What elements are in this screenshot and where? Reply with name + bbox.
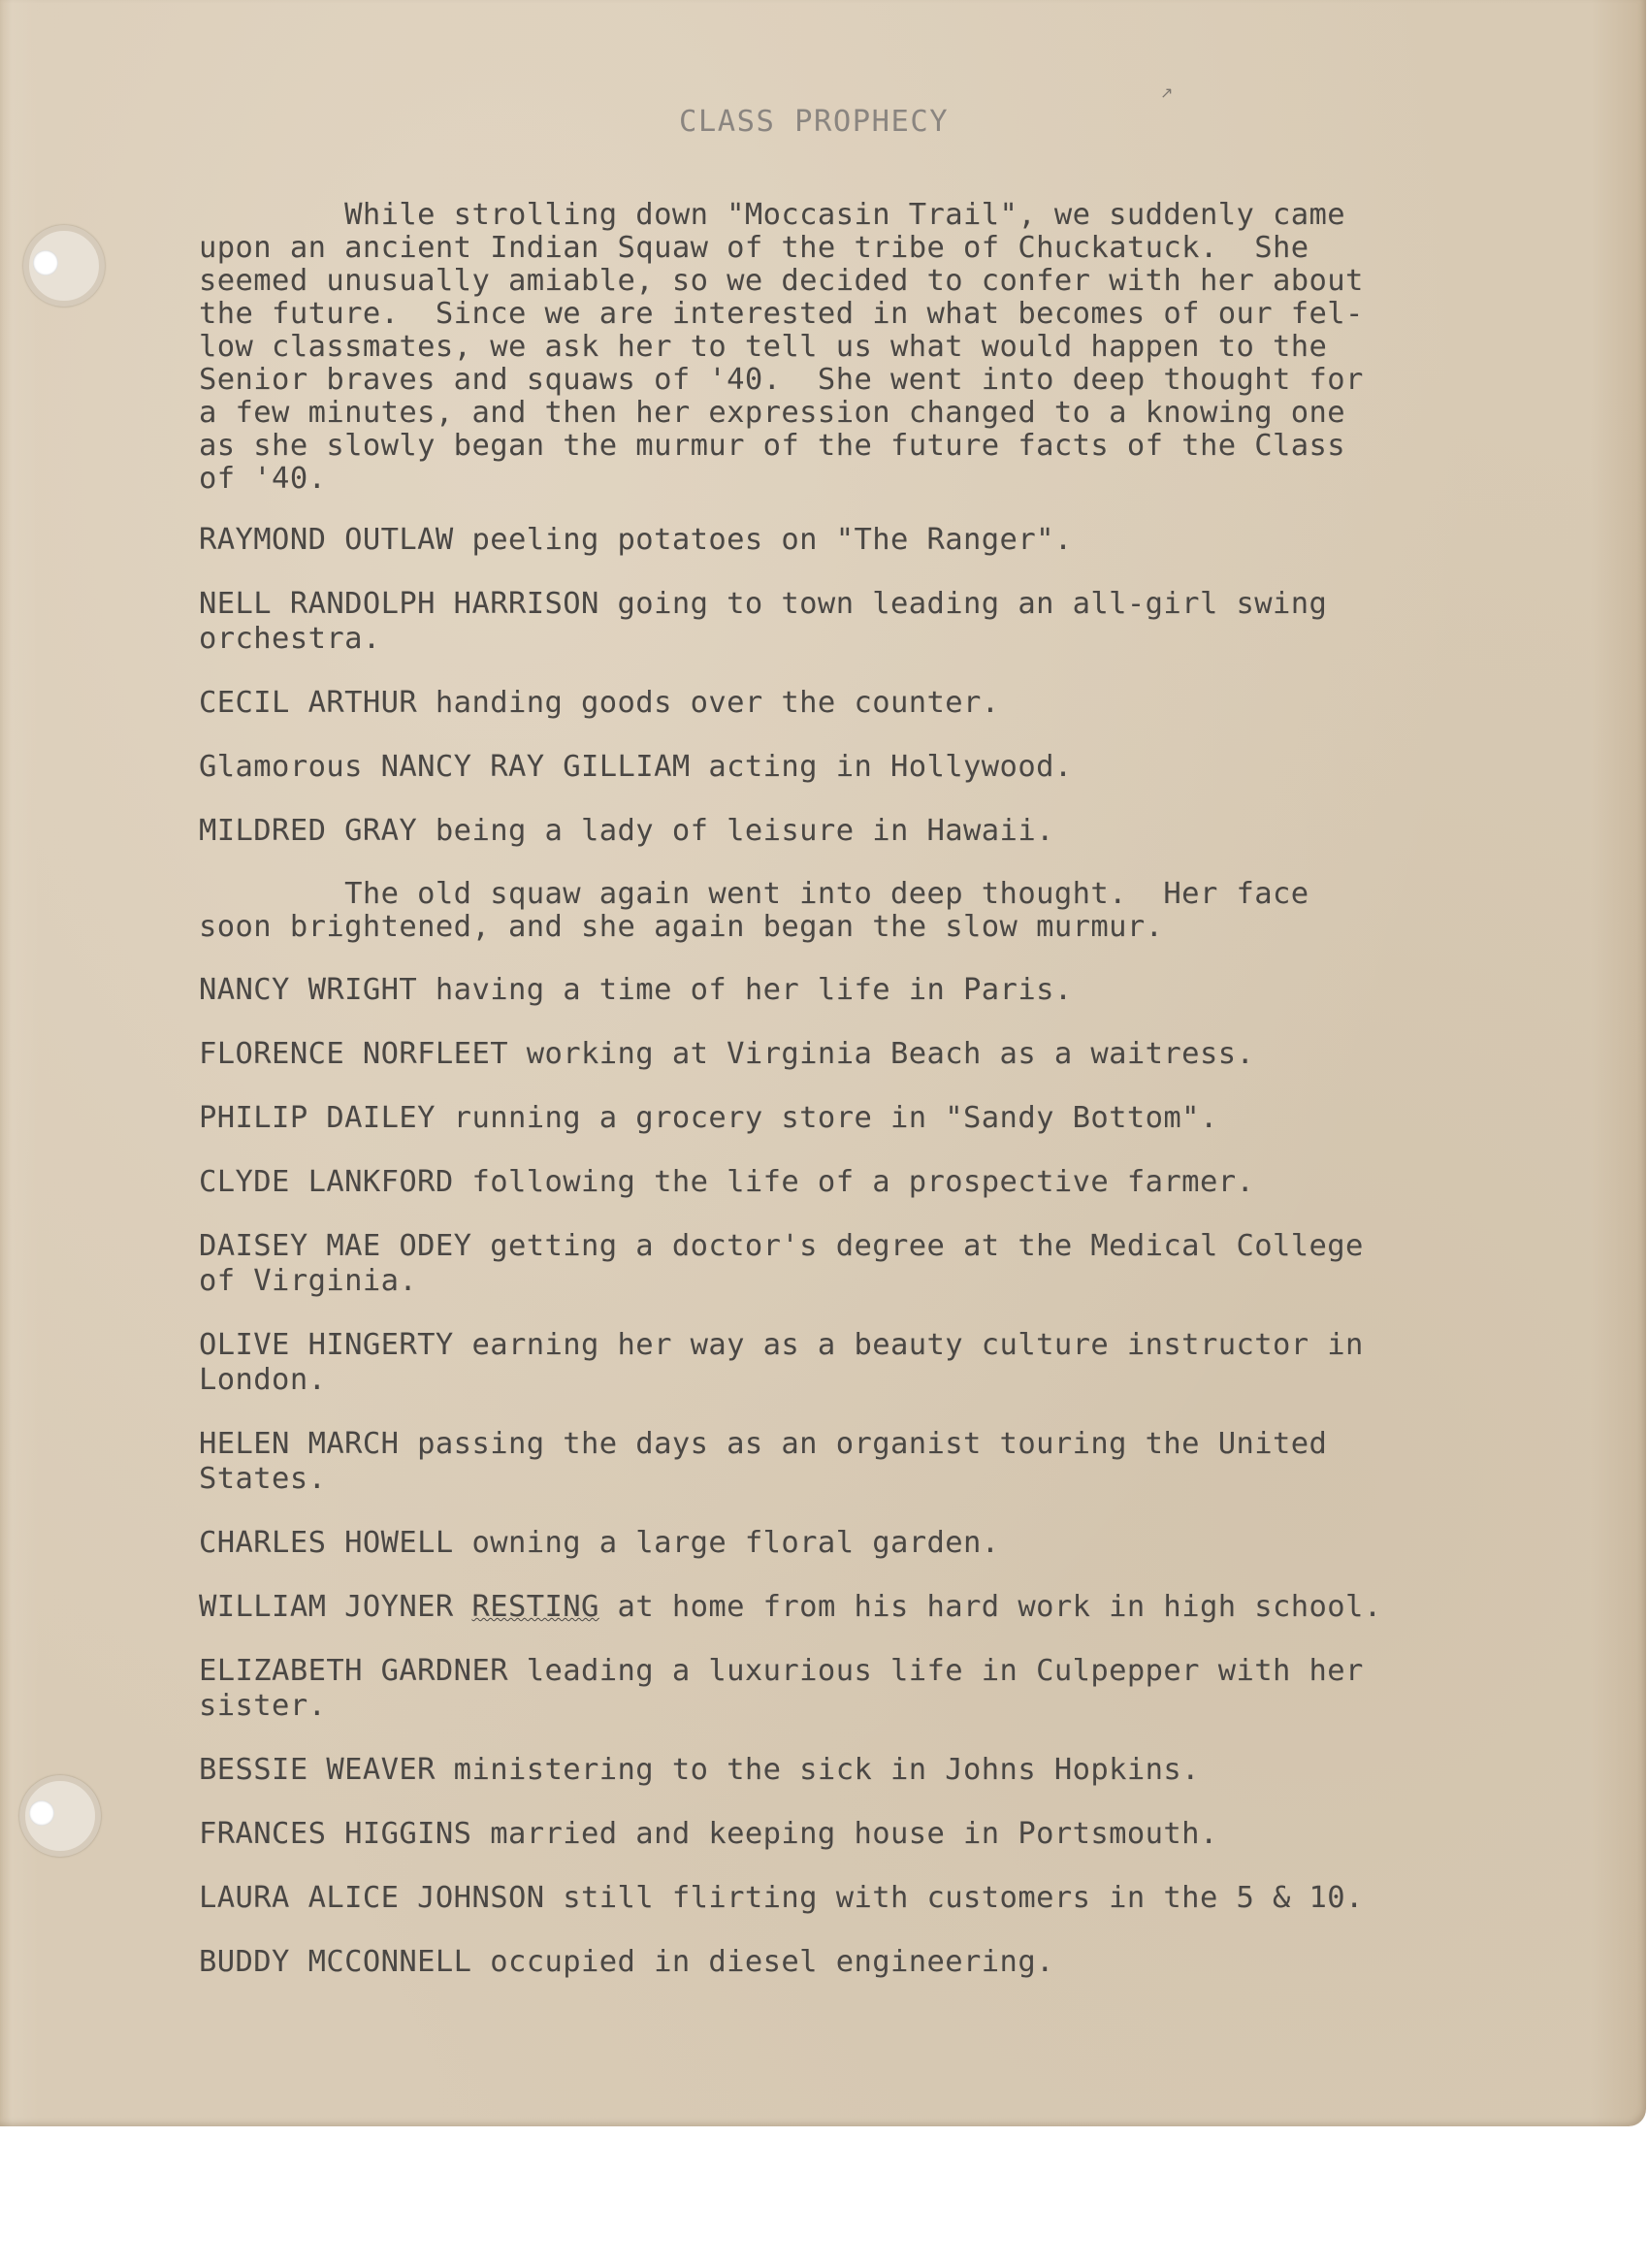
binder-hole-top — [23, 225, 105, 307]
entry-line: NANCY WRIGHT having a time of her life in Paris. — [199, 973, 1073, 1007]
prophecy-entry — [199, 1945, 1547, 1980]
entry-line: FRANCES HIGGINS married and keeping house in Portsmouth. — [199, 1817, 1218, 1851]
intro-paragraph — [199, 199, 1547, 496]
prophecy-entry — [199, 1165, 1547, 1200]
entry-line: OLIVE HINGERTY earning her way as a beauty culture instructor in — [199, 1328, 1364, 1362]
prophecy-entry — [199, 1037, 1547, 1072]
prophecy-body — [199, 199, 1547, 2009]
interlude-line: The old squaw again went into deep thought. Her face — [199, 877, 1309, 911]
entry-line: sister. — [199, 1689, 327, 1723]
entry-line: RAYMOND OUTLAW peeling potatoes on "The Ranger". — [199, 523, 1073, 557]
intro-line: as she slowly began the murmur of the future facts of the Class — [199, 429, 1346, 463]
entry-line: DAISEY MAE ODEY getting a doctor's degree at the Medical College — [199, 1229, 1364, 1263]
intro-line: of '40. — [199, 462, 327, 496]
entry-line — [199, 1590, 1547, 1625]
entry-line: LAURA ALICE JOHNSON still flirting with customers in the 5 & 10. — [199, 1881, 1364, 1915]
entry-line: PHILIP DAILEY running a grocery store in "Sandy Bottom". — [199, 1101, 1218, 1135]
prophecy-entry — [199, 1526, 1547, 1561]
prophecy-entry — [199, 1881, 1547, 1916]
prophecy-entry — [199, 1753, 1547, 1788]
entry-text: WILLIAM JOYNER — [199, 1590, 472, 1624]
interlude-paragraph — [199, 878, 1547, 944]
entry-line: FLORENCE NORFLEET working at Virginia Beach as a waitress. — [199, 1037, 1255, 1071]
underlined-word: RESTING — [471, 1590, 599, 1624]
prophecy-entry — [199, 1427, 1547, 1497]
prophecy-entry — [199, 1101, 1547, 1136]
prophecy-entry — [199, 1229, 1547, 1299]
entry-line: BESSIE WEAVER ministering to the sick in Johns Hopkins. — [199, 1753, 1200, 1787]
intro-line: Senior braves and squaws of '40. She went into deep thought for — [199, 363, 1364, 397]
prophecy-entry — [199, 750, 1547, 785]
intro-line: seemed unusually amiable, so we decided to confer with her about — [199, 264, 1364, 298]
prophecy-entry — [199, 523, 1547, 558]
prophecy-entry — [199, 1590, 1547, 1625]
pencil-mark: ↗ — [1160, 83, 1174, 102]
intro-line: low classmates, we ask her to tell us what would happen to the — [199, 330, 1328, 364]
prophecy-entry — [199, 973, 1547, 1008]
prophecy-entry — [199, 814, 1547, 849]
intro-line: a few minutes, and then her expression changed to a knowing one — [199, 396, 1346, 430]
entry-line: ELIZABETH GARDNER leading a luxurious life in Culpepper with her — [199, 1654, 1364, 1688]
entry-line: BUDDY MCCONNELL occupied in diesel engineering. — [199, 1945, 1054, 1979]
entry-line: MILDRED GRAY being a lady of leisure in Hawaii. — [199, 814, 1054, 848]
prophecy-entry — [199, 1328, 1547, 1398]
entry-line: CLYDE LANKFORD following the life of a prospective farmer. — [199, 1165, 1255, 1199]
interlude-line: soon brightened, and she again began the slow murmur. — [199, 910, 1164, 944]
intro-line: the future. Since we are interested in what becomes of our fel- — [199, 297, 1364, 331]
prophecy-entry — [199, 686, 1547, 721]
prophecy-entry — [199, 1817, 1547, 1852]
entry-line: HELEN MARCH passing the days as an organist touring the United — [199, 1427, 1328, 1461]
binder-hole-bottom — [19, 1775, 101, 1857]
entry-line: Glamorous NANCY RAY GILLIAM acting in Hollywood. — [199, 750, 1073, 784]
prophecy-entry — [199, 587, 1547, 657]
page-title: CLASS PROPHECY — [679, 105, 950, 139]
entry-line: London. — [199, 1363, 327, 1397]
entry-line: States. — [199, 1462, 327, 1496]
intro-line: While strolling down "Moccasin Trail", we suddenly came — [199, 198, 1346, 232]
entry-line: NELL RANDOLPH HARRISON going to town leading an all-girl swing — [199, 587, 1328, 621]
entry-line: of Virginia. — [199, 1264, 418, 1298]
entry-line: CHARLES HOWELL owning a large floral garden. — [199, 1526, 1000, 1560]
entry-text: at home from his hard work in high school. — [598, 1590, 1382, 1624]
prophecy-entry — [199, 1654, 1547, 1724]
entry-line: orchestra. — [199, 622, 381, 656]
intro-line: upon an ancient Indian Squaw of the tribe of Chuckatuck. She — [199, 231, 1309, 265]
entry-line: CECIL ARTHUR handing goods over the counter. — [199, 686, 1000, 720]
